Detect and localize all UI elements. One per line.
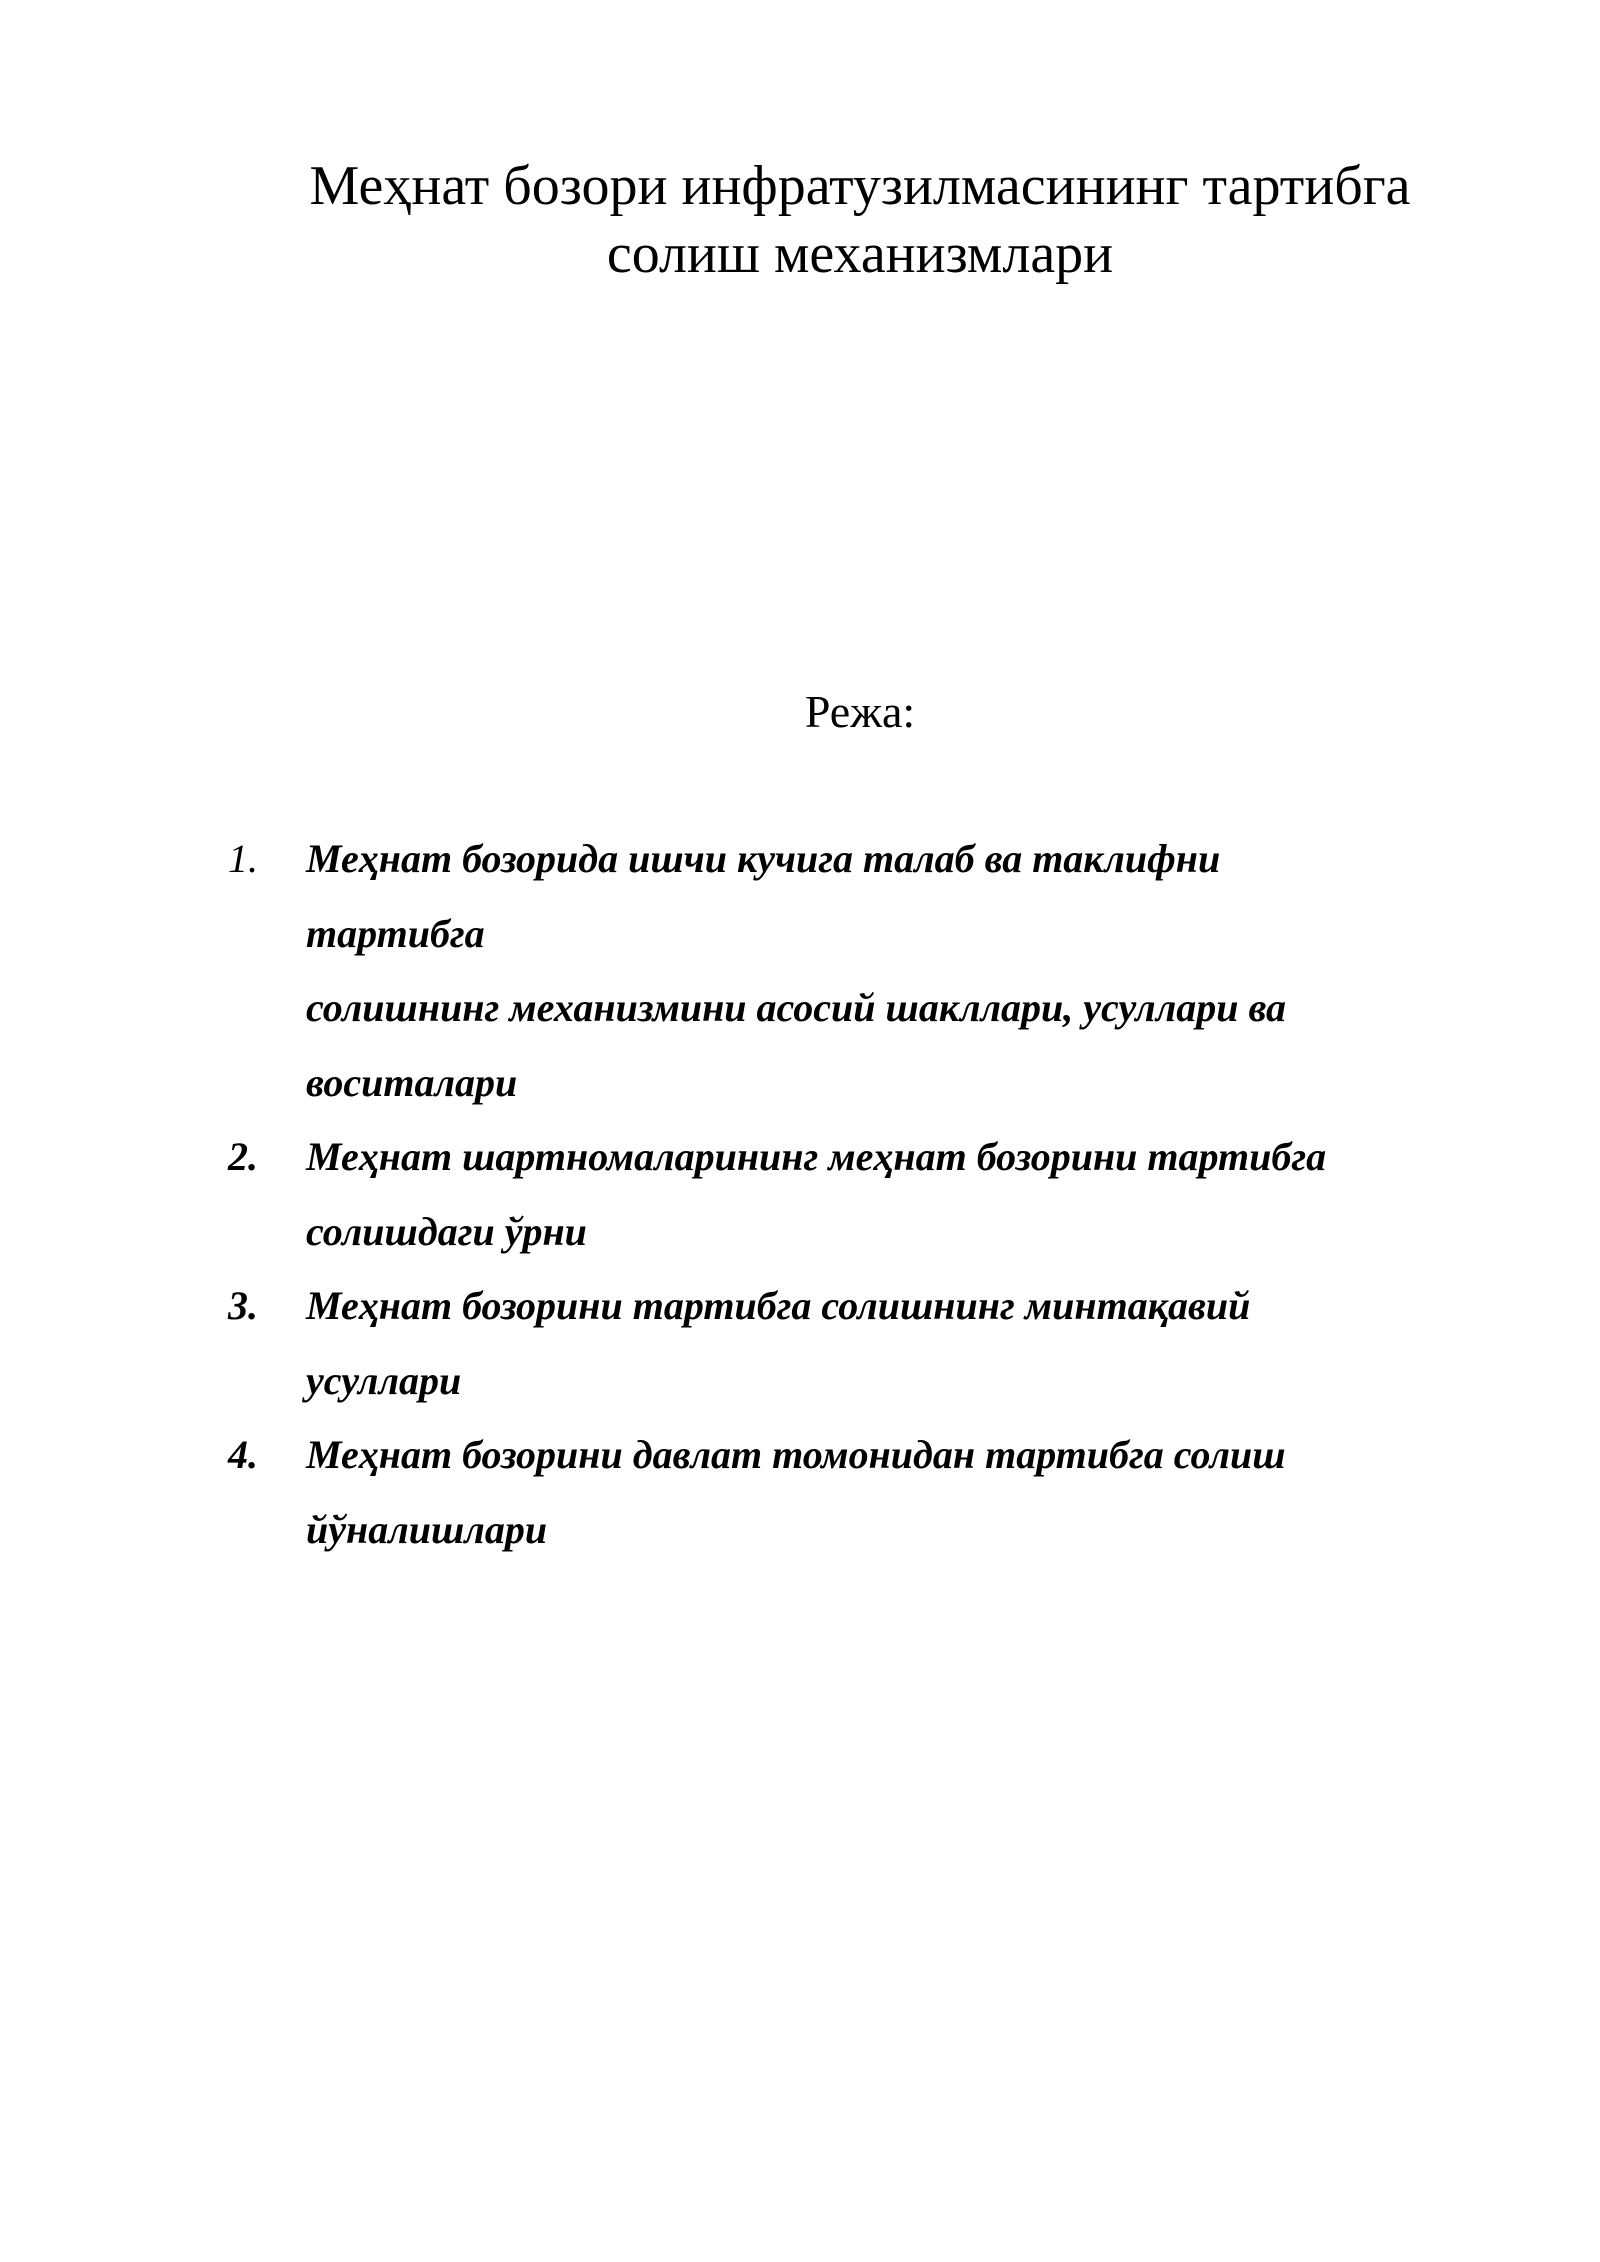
title-line: Меҳнат бозори инфратузилмасининг тартибга bbox=[309, 155, 1411, 217]
document-title bbox=[200, 152, 1520, 288]
plan-item-line: Меҳнат бозорида ишчи кучига талаб ва таклифни bbox=[306, 836, 1221, 881]
plan-item-line: Меҳнат шартномаларининг меҳнат бозорини тартибга bbox=[306, 1134, 1327, 1179]
plan-item-line: Меҳнат бозорини тартибга солишнинг минтақавий bbox=[306, 1283, 1251, 1328]
plan-item-line: Меҳнат бозорини давлат томонидан тартибга солиш bbox=[306, 1432, 1286, 1477]
plan-heading: Режа: bbox=[804, 686, 916, 737]
plan-item-line: тартибга bbox=[306, 910, 485, 956]
plan-item-text bbox=[306, 1418, 1468, 1567]
plan-item-line: солишдаги ўрни bbox=[306, 1208, 587, 1254]
plan-item-text bbox=[306, 1120, 1468, 1269]
plan-item-1 bbox=[228, 822, 1468, 1120]
plan-item-number: 4. bbox=[228, 1432, 258, 1477]
plan-item-number: 3. bbox=[228, 1283, 258, 1328]
plan-item-2 bbox=[228, 1120, 1468, 1269]
plan-item-3 bbox=[228, 1269, 1468, 1418]
plan-item-text bbox=[306, 1269, 1468, 1418]
plan-item-line: йўналишлари bbox=[306, 1506, 548, 1552]
plan-item-line: солишнинг механизмини асосий шакллари, усуллари ва bbox=[306, 985, 1287, 1030]
plan-list bbox=[228, 822, 1468, 1567]
title-line: солиш механизмлари bbox=[606, 223, 1114, 285]
plan-item-line: усуллари bbox=[306, 1357, 462, 1403]
plan-item-number: 1. bbox=[228, 836, 258, 881]
plan-item-line: воситалари bbox=[306, 1059, 518, 1105]
plan-item-text bbox=[306, 822, 1468, 1120]
plan-item-number: 2. bbox=[228, 1134, 258, 1179]
plan-item-4 bbox=[228, 1418, 1468, 1567]
